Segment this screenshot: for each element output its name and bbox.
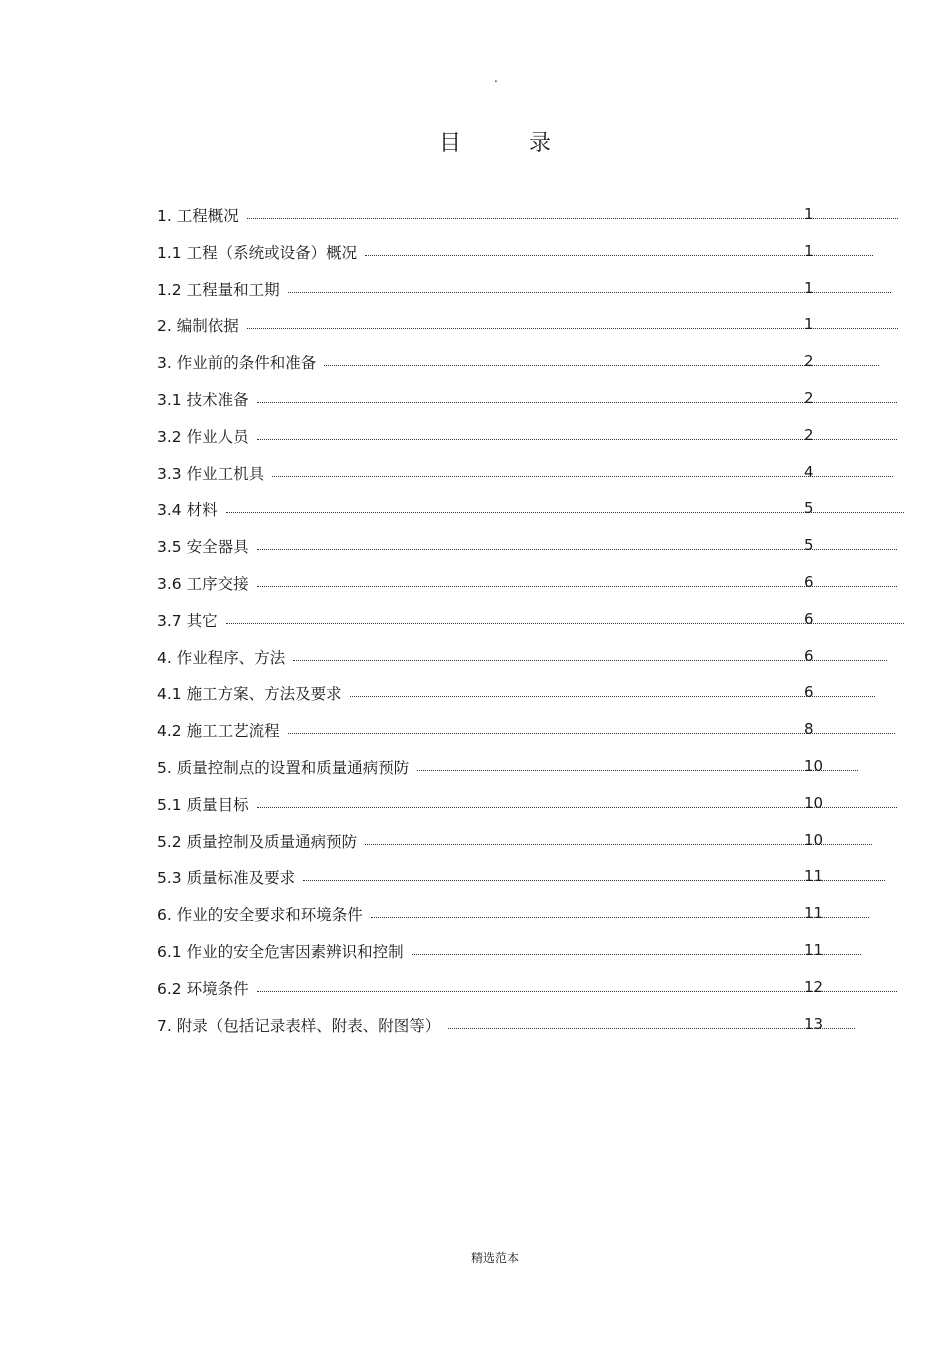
title-char-right: 录 (529, 131, 552, 156)
toc-item-leader (293, 660, 887, 661)
toc-item-leader (226, 512, 904, 513)
toc-item-label: 3.5 安全器具 (157, 538, 249, 557)
toc-item-page-number: 12 (804, 977, 824, 996)
toc-item-label: 5.1 质量目标 (157, 795, 249, 814)
toc-item-label: 3.4 材料 (157, 501, 218, 520)
toc-item-page-number: 10 (804, 793, 824, 812)
toc-item-page-number: 11 (804, 941, 824, 959)
toc-item-page-number: 1 (804, 241, 814, 260)
toc-item-page-number: 1 (804, 278, 814, 297)
toc-item-label: 2. 编制依据 (157, 317, 239, 336)
toc-item-label: 1.1 工程（系统或设备）概况 (157, 243, 358, 262)
toc-item-page-number: 1 (804, 315, 814, 334)
toc-item-label: 5. 质量控制点的设置和质量通病预防 (157, 759, 410, 777)
toc-item-page-number: 2 (804, 425, 814, 444)
toc-item-page-number: 6 (804, 573, 814, 591)
toc-item-page-number: 6 (804, 683, 814, 702)
toc-item-label: 3.6 工序交接 (157, 575, 249, 593)
toc-item-leader (272, 476, 893, 477)
toc-item-page-number: 4 (804, 462, 814, 481)
toc-item-label: 5.2 质量控制及质量通病预防 (157, 832, 358, 851)
toc-item-page-number: 1 (804, 205, 814, 223)
toc-item-label: 3.7 其它 (157, 611, 218, 630)
toc-item-label: 3. 作业前的条件和准备 (157, 354, 317, 373)
toc-item-leader (257, 549, 897, 550)
toc-item-leader (257, 991, 897, 992)
toc-item-page-number: 6 (804, 646, 814, 665)
toc-item-label: 3.1 技术准备 (157, 391, 249, 409)
page-footer: 精选范本 (470, 1251, 519, 1265)
toc-item-label: 6.1 作业的安全危害因素辨识和控制 (157, 943, 404, 961)
toc-item-label: 4. 作业程序、方法 (157, 648, 286, 667)
toc-item-label: 5.3 质量标准及要求 (157, 869, 296, 888)
toc-item-leader (412, 954, 861, 955)
toc-item-label: 6. 作业的安全要求和环境条件 (157, 906, 363, 925)
toc-item-page-number: 8 (804, 720, 814, 739)
toc-item-leader (257, 402, 897, 403)
toc-item-page-number: 10 (804, 757, 824, 775)
toc-item-leader (257, 586, 897, 587)
toc-item-page-number: 13 (804, 1014, 824, 1033)
toc-item-label: 7. 附录（包括记录表样、附表、附图等） (157, 1016, 441, 1035)
toc-item-label: 6.2 环境条件 (157, 979, 249, 998)
toc-item-label: 1. 工程概况 (157, 207, 239, 225)
toc-item-page-number: 2 (804, 389, 814, 407)
toc-item-label: 3.2 作业人员 (157, 427, 249, 446)
toc-item-leader (324, 365, 879, 366)
toc-item-page-number: 5 (804, 499, 814, 518)
toc-item-leader (365, 844, 872, 845)
toc-item-leader (371, 917, 869, 918)
header-mark: . (494, 71, 498, 85)
toc-item-page-number: 10 (804, 830, 824, 849)
toc-item-label: 1.2 工程量和工期 (157, 280, 280, 299)
toc-item-page-number: 5 (804, 536, 814, 555)
toc-item-leader (257, 807, 897, 808)
toc-item-leader (365, 255, 873, 256)
toc-item-label: 4.2 施工工艺流程 (157, 722, 280, 741)
toc-item-page-number: 6 (804, 609, 814, 628)
toc-item-page-number: 2 (804, 352, 814, 371)
toc-item-page-number: 11 (804, 867, 824, 886)
toc-item-leader (350, 696, 875, 697)
toc-item-leader (257, 439, 897, 440)
toc-item-page-number: 11 (804, 904, 824, 923)
toc-item-leader (288, 292, 891, 293)
toc-item-label: 3.3 作业工机具 (157, 464, 265, 483)
toc-item-leader (247, 218, 898, 219)
toc-item-leader (417, 770, 858, 771)
title-char-left: 目 (438, 131, 461, 156)
toc-item-leader (226, 623, 904, 624)
toc-item-leader (448, 1028, 855, 1029)
toc-item-leader (303, 880, 885, 881)
toc-item-label: 4.1 施工方案、方法及要求 (157, 685, 342, 704)
toc-item-leader (247, 328, 898, 329)
